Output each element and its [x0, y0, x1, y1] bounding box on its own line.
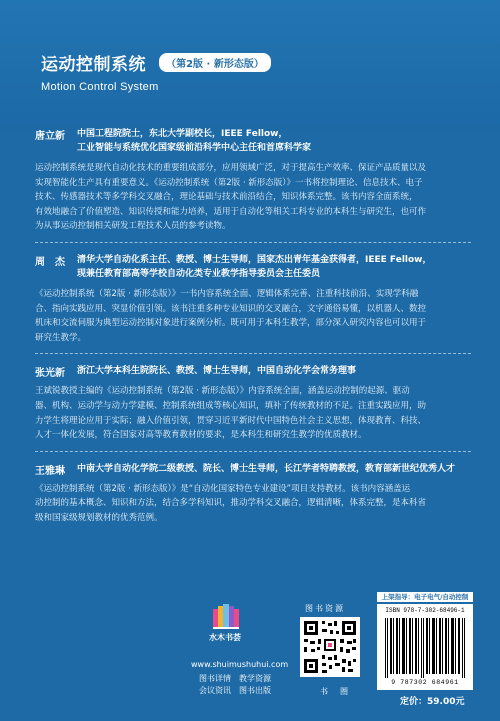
reviewer-name: 王雅琳	[35, 465, 65, 477]
reviewer-comment: 运动控制系统是现代自动化技术的重要组成部分，应用领域广泛，对于提高生产效率、保证产品质量以及 实现智能化生产具有重要意义。《运动控制系统（第2版 · 新形态版）》一书将控制理论、信息技术、电子 技术、传感器技术等多学科交叉融合，理论基础与技术前沿结合，知识体系完整。该书内容全面系统， 有效地融合了价值塑造、知识传授和能力培养，适用于自动化等相关工科专业的本科生与研究生，也可作 为从事运动控制相关研发工程技术人员的参考读物。	[35, 163, 427, 232]
reviewer-block	[35, 253, 471, 345]
reviewer-name: 唐立新	[35, 131, 65, 142]
barcode-area	[377, 604, 473, 690]
barcode-digits: 9 787302 684961	[391, 679, 459, 686]
book-title-english: Motion Control System	[41, 81, 159, 93]
divider	[35, 242, 471, 243]
qr-code	[300, 617, 360, 677]
reviews-section	[35, 127, 471, 534]
book-title: 运动控制系统	[41, 55, 146, 75]
reviewer-name: 张光新	[35, 368, 65, 380]
qr-label: 图书资源	[305, 604, 345, 613]
reviewer-name: 周 杰	[35, 256, 65, 268]
reviewer-title: 浙江大学本科生院院长、教授、博士生导师，中国自动化学会常务理事	[77, 366, 357, 377]
reviewer-title: 中南大学自动化学院二级教授、院长、博士生导师，长江学者特聘教授，教育部新世纪优秀人才	[77, 463, 456, 474]
qr-caption: 书 圈	[320, 687, 350, 696]
publisher-services-row: 图书详情 教学资源	[199, 674, 271, 683]
reviewer-block	[35, 364, 471, 442]
reviewer-block	[35, 127, 471, 234]
publisher-services-row: 会议资讯 图书出版	[199, 686, 271, 695]
publisher-website: www.shuimushuhui.com	[191, 660, 289, 669]
reviewer-comment: 王斌锐教授主编的《运动控制系统（第2版 · 新形态版）》内容系统全面，涵盖运动控制的起源、驱动 器、机构、运动学与动力学建模、控制系统组成等核心知识，填补了传统教材的不足。注重实践应用，助 力学生将理论应用于实际；融入价值引领，贯穿习近平新时代中国特色社会主义思想，体现教育、科技、 人才一体化发展，符合国家对高等教育教材的要求，是本科生和研究生教学的优质教材。	[35, 386, 427, 441]
publisher-logo-icon	[212, 603, 240, 631]
divider	[35, 353, 471, 354]
reviewer-title: 清华大学自动化系主任、教授、博士生导师，国家杰出青年基金获得者，IEEE Fellow， 现兼任教育部高等学校自动化类专业教学指导委员会主任委员	[77, 254, 432, 279]
isbn-text: ISBN 978-7-302-68496-1	[385, 607, 465, 614]
barcode-icon	[385, 618, 465, 678]
shelf-category: 上架指导：电子电气/自动控制	[377, 592, 473, 602]
reviewer-comment: 《运动控制系统（第2版 · 新形态版）》是“自动化国家特色专业建设”项目支持教材。该书内容涵盖运 动控制的基本概念、知识和方法，结合多学科知识，推动学科交叉融合，逻辑清晰，体系完整，是本科省 级和国家级规划教材的优秀范例。	[35, 483, 427, 523]
price: 定价：59.00元	[400, 697, 465, 707]
edition-badge: （第2版 · 新形态版）	[159, 53, 271, 72]
publisher-brand: 水木书荟	[209, 633, 241, 642]
reviewer-title: 中国工程院院士，东北大学副校长，IEEE Fellow， 工业智能与系统优化国家级前沿科学中心主任和首席科学家	[77, 129, 312, 153]
reviewer-comment: 《运动控制系统（第2版 · 新形态版）》一书内容系统全面、逻辑体系完善、注重科技前沿、实现学科融 合、指向实践应用、突显价值引领。该书注重多种专业知识的交叉融合，文字通俗易懂，以机器人、数控 机床和交流伺服为典型运动控制对象进行案例分析。既可用于本科生教学，部分深入研究内容也可以用于 研究生教学。	[35, 288, 427, 343]
book-header	[41, 50, 271, 93]
reviewer-block	[35, 462, 471, 526]
divider	[35, 451, 471, 452]
